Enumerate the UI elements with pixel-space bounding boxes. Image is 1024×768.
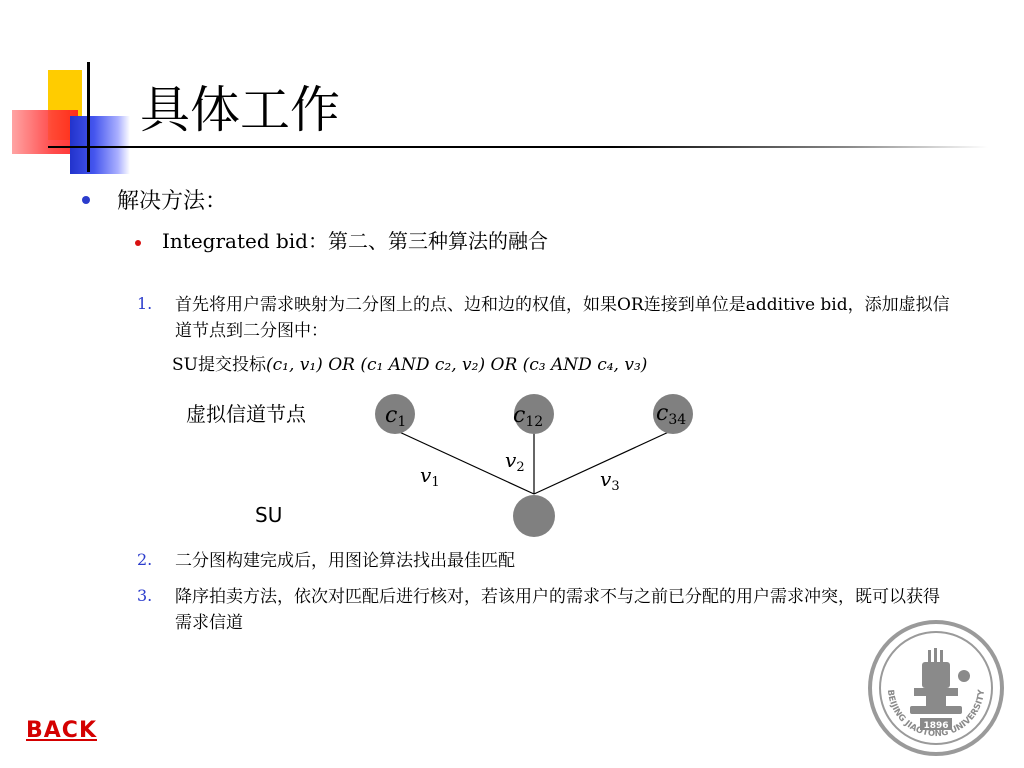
slide-title: 具体工作 (140, 81, 340, 139)
item-text-3: 降序拍卖方法，依次对匹配后进行核对，若该用户的需求不与之前已分配的用户需求冲突，既可以获得需求信道 (175, 587, 940, 633)
su-bid-line (172, 352, 647, 378)
seal-text: BEIJING JIAOTONG UNIVERSITY (884, 689, 988, 740)
node-label-c1: c1 (385, 403, 407, 430)
bullet-dot-level2 (135, 240, 141, 246)
node-label-c34: c34 (656, 401, 687, 428)
item-text-2: 二分图构建完成后，用图论算法找出最佳匹配 (175, 551, 515, 571)
node-label-c12: c12 (513, 403, 544, 430)
virtual-channel-label: 虚拟信道节点 (186, 402, 306, 426)
university-seal (866, 618, 1006, 758)
item-number-2: 2. (137, 550, 153, 569)
su-bid-formula: (c₁, v₁) OR (c₁ AND c₂, v₂) OR (c₃ AND c₄, v₃) (265, 355, 648, 375)
su-bid-prefix: SU提交投标 (172, 355, 266, 375)
header-divider (48, 146, 988, 148)
su-label: SU (255, 503, 283, 527)
edge-label-v1: $v_1$ (420, 463, 440, 490)
bullet-level1: 解决方法： (117, 189, 228, 214)
item-number-1: 1. (137, 294, 153, 313)
back-button[interactable]: BACK (26, 718, 97, 743)
edge-label-v2: $v_2$ (505, 448, 525, 475)
item-text-1: 首先将用户需求映射为二分图上的点、边和边的权值，如果OR连接到单位是additive bid，添加虚拟信道节点到二分图中： (175, 295, 950, 341)
su-node (513, 495, 555, 537)
item-number-3: 3. (137, 586, 153, 605)
bullet-dot-level1 (82, 196, 90, 204)
header-vertical-line (87, 62, 90, 172)
edge-label-v3: $v_3$ (600, 467, 620, 494)
seal-year: 1896 (923, 721, 949, 731)
bullet-level2: Integrated bid：第二、第三种算法的融合 (162, 229, 548, 253)
bipartite-graph (180, 392, 720, 542)
header-decoration-blue (70, 116, 130, 174)
